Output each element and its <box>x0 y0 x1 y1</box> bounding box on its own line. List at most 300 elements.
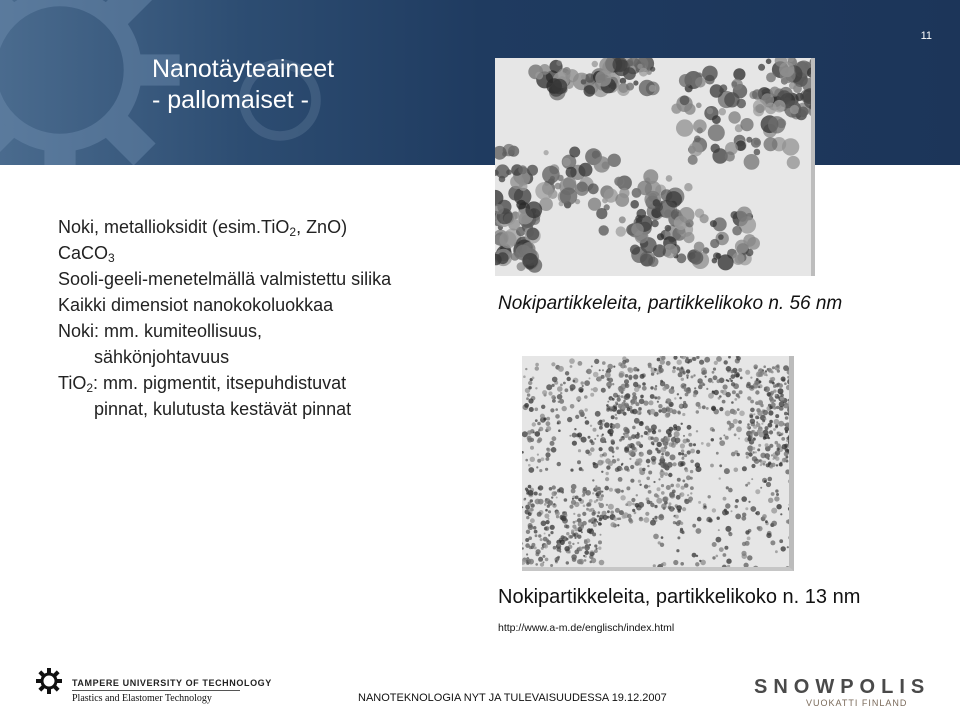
particle <box>779 62 794 77</box>
particle <box>745 370 750 375</box>
particle <box>668 473 672 477</box>
particle <box>657 450 661 454</box>
title-line-1: Nanotäyteaineet <box>152 55 335 83</box>
particle <box>557 543 561 547</box>
particle <box>779 434 781 436</box>
particle <box>771 508 777 514</box>
particle <box>584 559 587 562</box>
particle <box>793 403 794 408</box>
particle <box>636 494 638 496</box>
particle <box>511 253 519 261</box>
particle <box>762 419 765 422</box>
particle <box>747 396 751 400</box>
particle <box>581 437 587 443</box>
particle <box>618 404 621 407</box>
particle <box>777 432 780 435</box>
particle <box>597 421 602 426</box>
particle <box>611 439 615 443</box>
particle <box>552 377 558 383</box>
particle <box>639 399 645 405</box>
particle <box>625 374 629 378</box>
particle <box>638 502 644 508</box>
micrograph-13nm <box>522 356 794 571</box>
particle <box>552 491 557 496</box>
particle <box>735 514 741 520</box>
particle <box>566 539 568 541</box>
particle <box>546 384 552 390</box>
particle <box>790 408 794 412</box>
particle <box>601 491 603 493</box>
particle <box>770 398 775 403</box>
particle <box>578 449 581 452</box>
particle <box>681 449 684 452</box>
particle <box>712 258 718 264</box>
particle <box>777 448 780 451</box>
particle <box>642 386 647 391</box>
particle <box>575 415 579 419</box>
particle <box>696 103 702 109</box>
particle <box>793 406 795 411</box>
particle <box>616 226 626 236</box>
particle <box>539 64 550 75</box>
particle <box>787 156 800 169</box>
particle <box>544 514 549 519</box>
particle <box>542 166 560 184</box>
particle <box>584 539 587 542</box>
particle <box>607 401 609 403</box>
particle <box>604 422 610 428</box>
particle <box>658 514 664 520</box>
particle <box>588 509 591 512</box>
particle <box>575 182 589 196</box>
particle <box>793 424 794 427</box>
bullet-list <box>58 214 478 422</box>
particle <box>639 517 644 522</box>
particle <box>605 477 609 481</box>
particle <box>697 517 702 522</box>
particle <box>768 423 773 428</box>
particle <box>741 496 747 502</box>
department-name: Plastics and Elastomer Technology <box>72 693 212 704</box>
particle <box>666 485 671 490</box>
particle <box>758 444 761 447</box>
particle <box>629 377 632 380</box>
particle <box>759 373 763 377</box>
particle <box>578 396 580 398</box>
particle <box>775 550 778 553</box>
particle <box>791 365 794 369</box>
particle <box>696 410 699 413</box>
particle <box>532 422 536 426</box>
bullet-text: CaCO <box>58 243 109 263</box>
particle <box>687 377 689 379</box>
particle <box>680 522 683 525</box>
particle <box>633 374 638 379</box>
particle <box>690 251 704 265</box>
particle <box>599 491 602 494</box>
particle <box>677 411 680 414</box>
particle <box>684 103 695 114</box>
particle <box>768 477 773 482</box>
particle <box>558 366 564 372</box>
particle <box>775 414 779 418</box>
particle <box>610 426 613 429</box>
particle <box>716 537 722 543</box>
particle <box>714 361 718 365</box>
particle <box>773 385 776 388</box>
particle <box>744 154 760 170</box>
particle <box>573 521 576 524</box>
particle <box>606 472 609 475</box>
particle <box>786 437 790 441</box>
particle <box>535 387 537 389</box>
particle <box>610 423 613 426</box>
particle <box>676 495 681 500</box>
particle <box>665 451 670 456</box>
particle <box>530 446 534 450</box>
particle <box>557 462 561 466</box>
particle <box>566 167 577 178</box>
particle <box>731 374 736 379</box>
particle <box>579 389 583 393</box>
particle <box>610 398 612 400</box>
particle <box>742 466 747 471</box>
particle <box>724 546 728 550</box>
particle <box>583 487 587 491</box>
particle <box>570 365 573 368</box>
particle <box>713 368 716 371</box>
particle <box>613 517 617 521</box>
particle <box>686 369 690 373</box>
particle <box>564 546 569 551</box>
particle <box>756 421 758 423</box>
particle <box>779 401 785 407</box>
particle <box>632 503 635 506</box>
bullet-item <box>58 266 478 292</box>
particle <box>594 549 598 553</box>
particle <box>787 379 793 385</box>
particle <box>550 408 554 412</box>
particle <box>638 480 641 483</box>
particle <box>585 408 588 411</box>
particle <box>746 383 751 388</box>
particle <box>694 136 701 143</box>
particle <box>627 514 632 519</box>
particle <box>791 386 794 389</box>
particle <box>567 417 572 422</box>
particle <box>535 408 539 412</box>
particle <box>680 367 683 370</box>
particle <box>601 388 606 393</box>
particle <box>602 361 606 365</box>
particle <box>725 151 735 161</box>
particle <box>568 541 571 544</box>
particle <box>598 502 601 505</box>
particle <box>528 512 532 516</box>
particle <box>753 451 755 453</box>
particle <box>571 500 576 505</box>
particle <box>696 402 701 407</box>
particle <box>726 366 732 372</box>
particle <box>535 499 541 505</box>
particle <box>729 423 734 428</box>
particle <box>773 100 786 113</box>
bullet-text: Kaikki dimensiot nanokokoluokkaa <box>58 295 334 315</box>
particle <box>660 475 663 478</box>
particle <box>557 394 563 400</box>
particle <box>657 233 664 240</box>
particle <box>785 566 790 571</box>
particle <box>617 395 619 397</box>
particle <box>706 568 710 571</box>
particle <box>680 463 683 466</box>
particle <box>684 183 692 191</box>
particle <box>593 463 599 469</box>
particle <box>757 400 763 406</box>
particle <box>556 497 558 499</box>
particle <box>735 240 749 254</box>
particle <box>687 439 690 442</box>
particle <box>763 463 766 466</box>
particle <box>750 433 753 436</box>
particle <box>761 423 763 425</box>
particle <box>658 404 662 408</box>
particle <box>718 529 720 531</box>
particle <box>524 403 529 408</box>
particle <box>789 447 794 452</box>
particle <box>606 465 610 469</box>
particle <box>711 438 714 441</box>
particle <box>683 435 685 437</box>
particle <box>632 446 636 450</box>
particle <box>572 525 576 529</box>
particle <box>661 563 664 566</box>
particle <box>620 410 624 414</box>
particle <box>738 213 747 222</box>
particle <box>538 557 543 562</box>
particle <box>773 389 776 392</box>
particle <box>722 510 728 516</box>
particle <box>792 372 794 377</box>
bullet-text: : mm. pigmentit, itsepuhdistuvat <box>93 373 347 393</box>
particle <box>792 432 794 438</box>
particle <box>684 388 688 392</box>
particle <box>792 424 794 428</box>
particle <box>708 393 714 399</box>
particle <box>688 155 698 165</box>
particle <box>581 74 586 79</box>
particle <box>591 558 596 563</box>
particle <box>538 485 543 490</box>
particle <box>741 516 746 521</box>
particle <box>545 452 550 457</box>
particle <box>679 397 682 400</box>
particle <box>537 512 542 517</box>
particle <box>714 390 719 395</box>
particle <box>526 397 529 400</box>
particle <box>626 83 634 91</box>
particle <box>660 380 663 383</box>
particle <box>738 438 740 440</box>
source-link[interactable]: http://www.a-m.de/englisch/index.html <box>498 622 675 634</box>
particle <box>530 518 535 523</box>
particle <box>677 360 682 365</box>
particle <box>591 365 593 367</box>
particle <box>731 510 733 512</box>
particle <box>619 439 622 442</box>
particle <box>591 528 593 530</box>
particle <box>767 388 769 390</box>
particle <box>546 520 550 524</box>
particle <box>546 421 551 426</box>
particle <box>602 437 604 439</box>
particle <box>593 372 599 378</box>
particle <box>753 364 758 369</box>
bullet-item <box>58 370 478 422</box>
particle <box>718 397 721 400</box>
particle <box>544 150 549 155</box>
particle <box>645 512 649 516</box>
particle <box>572 543 574 545</box>
particle <box>677 536 680 539</box>
particle <box>677 478 681 482</box>
particle <box>712 115 721 124</box>
particle <box>682 507 686 511</box>
particle <box>649 85 656 92</box>
particle <box>499 231 516 248</box>
particle <box>788 536 792 540</box>
particle <box>750 400 754 404</box>
particle <box>635 434 640 439</box>
particle <box>528 536 532 540</box>
particle <box>767 368 771 372</box>
particle <box>753 100 766 113</box>
particle <box>764 453 770 459</box>
particle <box>541 457 545 461</box>
particle <box>618 477 623 482</box>
particle <box>690 470 693 473</box>
particle <box>611 415 615 419</box>
particle <box>525 543 530 548</box>
particle <box>747 482 750 485</box>
particle <box>658 478 660 480</box>
particle <box>719 464 722 467</box>
particle <box>526 516 529 519</box>
particle <box>539 427 544 432</box>
particle <box>579 527 582 530</box>
particle <box>768 498 773 503</box>
particle <box>674 397 676 399</box>
particle <box>528 386 531 389</box>
particle <box>644 431 648 435</box>
particle <box>558 429 561 432</box>
particle <box>720 84 728 92</box>
particle <box>737 396 740 399</box>
particle <box>744 563 749 568</box>
particle <box>732 390 736 394</box>
particle <box>644 484 648 488</box>
micrograph-56nm <box>495 58 815 276</box>
particle <box>690 492 692 494</box>
particle <box>737 408 740 411</box>
particle <box>791 371 794 375</box>
particle <box>664 472 668 476</box>
particle <box>653 437 659 443</box>
particle <box>700 214 709 223</box>
particle <box>754 139 760 145</box>
particle <box>727 565 730 568</box>
particle <box>583 505 586 508</box>
particle <box>546 426 551 431</box>
particle <box>685 393 689 397</box>
particle <box>705 370 707 372</box>
particle <box>771 521 777 527</box>
particle <box>552 399 556 403</box>
particle <box>722 565 727 570</box>
particle <box>695 462 700 467</box>
particle <box>657 442 662 447</box>
particle <box>776 493 779 496</box>
particle <box>616 447 619 450</box>
bullet-text: TiO <box>58 373 87 393</box>
particle <box>630 245 640 255</box>
particle <box>544 544 549 549</box>
particle <box>589 377 591 379</box>
particle <box>598 522 602 526</box>
particle <box>650 501 653 504</box>
particle <box>739 411 745 417</box>
particle <box>775 450 780 455</box>
particle <box>610 409 613 412</box>
particle <box>648 365 652 369</box>
particle <box>791 424 794 427</box>
particle <box>685 469 689 473</box>
caption-56nm: Nokipartikkeleita, partikkelikoko n. 56 nm <box>498 293 843 314</box>
particle <box>792 460 794 464</box>
particle <box>708 124 725 141</box>
particle <box>725 436 729 440</box>
particle <box>550 441 555 446</box>
particle <box>564 498 568 502</box>
particle <box>757 526 762 531</box>
particle <box>575 496 579 500</box>
particle <box>699 360 704 365</box>
particle <box>535 419 538 422</box>
particle <box>757 410 763 416</box>
particle <box>590 552 595 557</box>
particle <box>692 553 697 558</box>
particle <box>585 420 590 425</box>
particle <box>716 452 719 455</box>
particle <box>765 443 769 447</box>
particle <box>621 468 623 470</box>
particle <box>750 377 752 379</box>
particle <box>598 497 603 502</box>
particle <box>577 433 582 438</box>
particle <box>766 463 770 467</box>
particle <box>706 388 708 390</box>
particle <box>586 369 592 375</box>
particle <box>646 459 651 464</box>
particle <box>525 459 528 462</box>
particle <box>769 444 773 448</box>
particle <box>535 431 541 437</box>
particle <box>631 498 635 502</box>
particle <box>572 441 577 446</box>
particle <box>584 85 596 97</box>
particle <box>746 456 749 459</box>
particle <box>774 419 780 425</box>
